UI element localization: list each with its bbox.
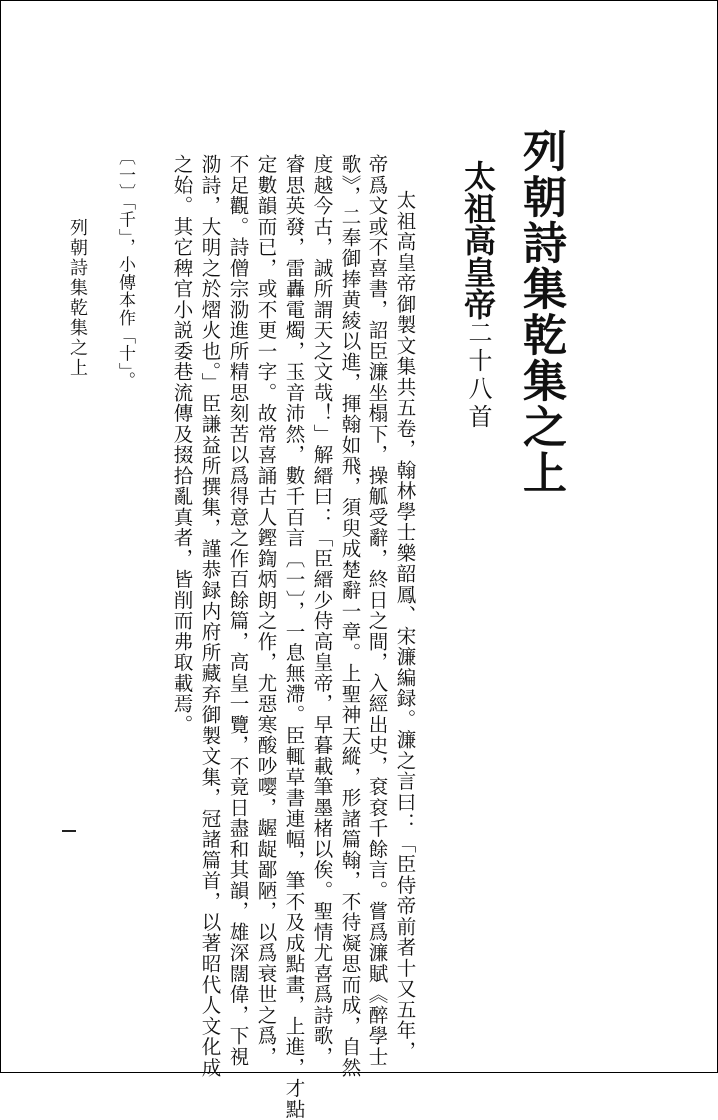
body-column-6: 定數韻而已，或不更一字。故常喜誦古人鏗鍧炳朗之作，尤惡寒酸吵嘤，龌龊鄙陋，以爲衰世之爲， <box>254 154 278 1067</box>
book-title: 列朝詩集乾集之上 <box>515 128 566 496</box>
body-column-7: 不足觀。詩僧宗泐進所精思刻苦以爲得意之作百餘篇，高皇一覽，不竟日盡和其韻，雄深闊偉，下視 <box>226 154 250 1067</box>
poem-count: 二十八首 <box>464 320 492 432</box>
body-column-9: 之始。其它稗官小説委巷流傳及掇拾亂真者，皆削而弗取載焉。 <box>170 154 194 735</box>
section-title-name: 太祖高皇帝 <box>459 160 497 320</box>
running-head: 列朝詩集乾集之上 <box>67 218 88 378</box>
footnote: 〔一〕「千」，小傳本作「十」。 <box>115 148 135 390</box>
section-title <box>459 160 497 432</box>
body-column-3: 歌》，二奉御捧黄綾以進，揮翰如飛，須臾成楚辭一章。上聖神天縱，形諸篇翰，不待凝思而成，自然 <box>338 154 362 1078</box>
body-column-5: 睿思英發，雷轟電燭，玉音沛然，數千百言〔一〕，一息無滯。臣輒草書連幅，筆不及成點畫，上進，才點 <box>282 154 306 1120</box>
body-column-2: 帝爲文或不喜書，詔臣濂坐榻下，操觚受辭，終日之間，入經出史，袞袞千餘言。嘗爲濂賦《醉學士 <box>365 154 389 1067</box>
body-column-4: 度越今古，誠所謂天之文哉！」解縉曰：「臣縉少侍高皇帝，早暮載筆墨楮以俟。聖情尤喜爲詩歌， <box>310 154 334 1067</box>
page-number <box>62 830 76 832</box>
body-column-8: 泐詩，大明之於熠火也。」臣謙益所撰集，謹恭録内府所藏弃御製文集，冠諸篇首，以著昭代人文化成 <box>198 154 222 1078</box>
body-column-1: 太祖高皇帝御製文集共五卷，翰林學士樂韶鳳、宋濂編録。濂之言曰：「臣侍帝前者十又五年， <box>393 190 417 1062</box>
